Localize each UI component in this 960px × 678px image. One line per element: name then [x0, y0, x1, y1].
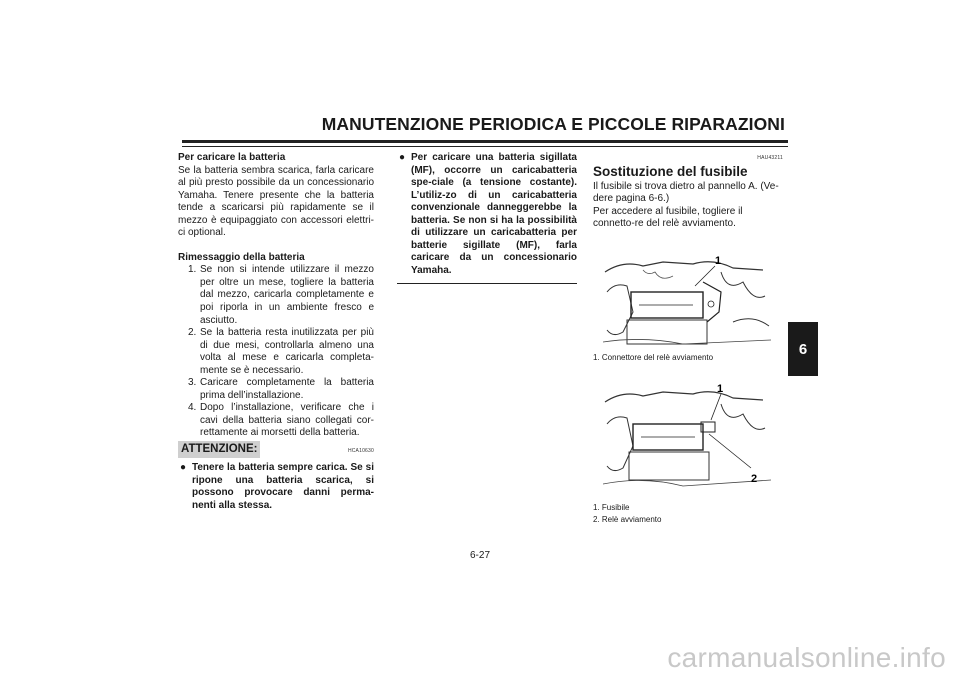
column-1: [178, 152, 374, 512]
column-3: [593, 152, 783, 231]
step-number: 2.: [188, 327, 197, 339]
figure-2-label-1: 1: [717, 383, 724, 395]
step-text: Dopo l’installazione, verificare che i cavi della batteria siano collegati cor-rettamente ai morsetti della batteria.: [200, 402, 374, 439]
bullet-icon: ●: [399, 152, 406, 163]
list-item: [178, 377, 374, 402]
step-text: Caricare completamente la batteria prima dell’installazione.: [200, 377, 374, 401]
storage-steps: [178, 264, 374, 440]
warning-bullet: [397, 152, 577, 277]
section-end-rule: [397, 283, 577, 284]
column-2: [397, 152, 577, 284]
figure-1-caption: 1. Connettore del relè avviamento: [593, 353, 714, 362]
attention-row: [178, 441, 374, 458]
fuse-text-1: Il fusibile si trova dietro al pannello A. (Ve-dere pagina 6-6.): [593, 180, 779, 205]
section-code: HAU43211: [757, 155, 783, 161]
attention-code: HCA10630: [347, 448, 374, 455]
fuse-relay-figure: [603, 380, 771, 492]
list-item: [178, 264, 374, 327]
page-title: MANUTENZIONE PERIODICA E PICCOLE RIPARAZIONI: [321, 114, 785, 134]
figure-1-label: 1: [715, 255, 722, 267]
step-text: Se la batteria resta inutilizzata per più di due mesi, controllarla almeno una volta al mese e caricarla completa-mente se è necessario.: [200, 327, 374, 376]
warning-bullet-text: Per caricare una batteria sigillata (MF), occorre un caricabatteria spe-ciale (a tensione costante). L’utiliz-zo di un caricabatteria convenzionale danneggerebbe la batteria. Se non si ha la possibilità di utilizzare un caricabatteria per batterie sigillate (MF), farla caricare da un concessionario Yamaha.: [411, 152, 577, 276]
attention-bullet-text: Tenere la batteria sempre carica. Se si ripone una batteria scarica, si possono provocare danni perma-nenti alla stessa.: [192, 462, 374, 511]
step-number: 3.: [188, 377, 197, 389]
step-text: Se non si intende utilizzare il mezzo per oltre un mese, togliere la batteria dal mezzo, caricarla completamente e poi riporla in un ambiente fresco e asciutto.: [200, 264, 374, 326]
chapter-tab[interactable]: 6: [788, 322, 818, 376]
attention-bullet: [178, 462, 374, 512]
bullet-icon: ●: [180, 462, 187, 474]
section-title: Sostituzione del fusibile: [593, 163, 748, 179]
starter-relay-connector-figure: [603, 252, 771, 348]
attention-label: ATTENZIONE:: [178, 441, 260, 458]
list-item: [178, 327, 374, 377]
page-number: 6-27: [469, 550, 490, 561]
step-number: 4.: [188, 402, 197, 414]
figure-2-caption-1: 1. Fusibile: [593, 503, 630, 512]
storage-heading: Rimessaggio della batteria: [178, 251, 305, 263]
watermark[interactable]: carmanualsonline.info: [667, 642, 946, 673]
charge-heading: Per caricare la batteria: [178, 152, 286, 163]
list-item: [178, 402, 374, 440]
figure-2-label-2: 2: [751, 473, 758, 485]
fuse-text-2: Per accedere al fusibile, togliere il connetto-re del relè avviamento.: [593, 205, 743, 230]
header-rule-thin: [182, 146, 788, 147]
step-number: 1.: [188, 264, 197, 276]
charge-text: Se la batteria sembra scarica, farla caricare al più presto possibile da un concessionario Yamaha. Tenere presente che la batteria tende a scaricarsi più rapidamente se il mezzo è equipaggiato con accessori elettri-ci optional.: [178, 164, 374, 239]
figure-2-caption-2: 2. Relè avviamento: [593, 515, 662, 524]
header-rule: [182, 140, 788, 143]
